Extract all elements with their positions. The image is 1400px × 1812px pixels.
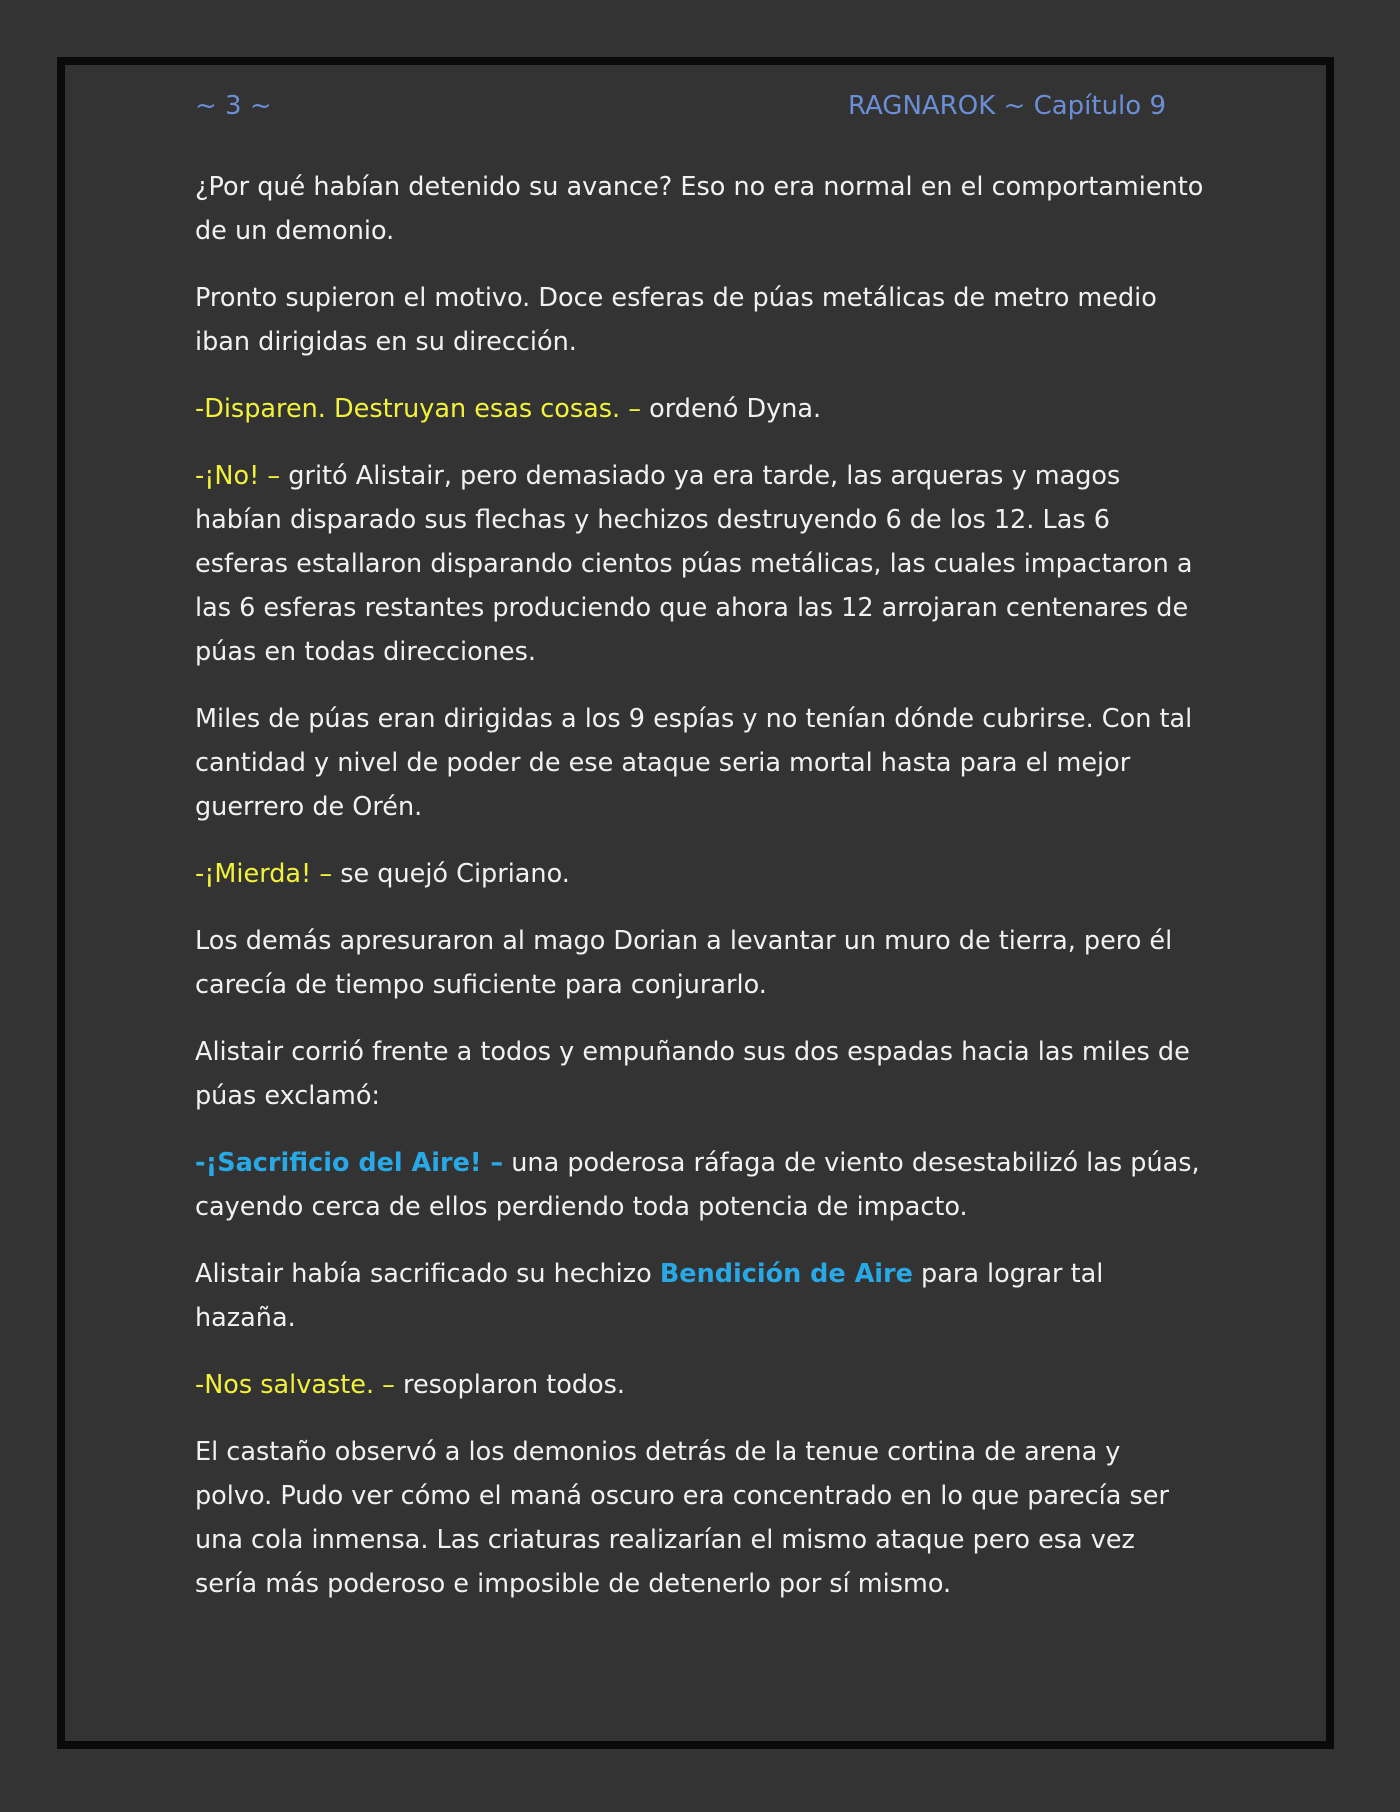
paragraph-text: Alistair había sacrificado su hechizo xyxy=(195,1259,660,1289)
dialogue-tag: resoplaron todos. xyxy=(394,1370,625,1400)
dialogue-paragraph xyxy=(195,387,1205,431)
spell-incantation: -¡Sacrificio del Aire! – xyxy=(195,1148,504,1178)
paragraph-text: Miles de púas eran dirigidas a los 9 espías y no tenían dónde cubrirse. Con tal cantidad y nivel de poder de ese ataque seria mortal hasta para el mejor guerrero de Orén. xyxy=(195,704,1193,822)
page-frame xyxy=(57,57,1334,1749)
dialogue-paragraph xyxy=(195,852,1205,896)
dialogue-speech: -Disparen. Destruyan esas cosas. – xyxy=(195,394,642,424)
paragraph xyxy=(195,919,1205,1007)
paragraph xyxy=(195,276,1205,364)
paragraph xyxy=(195,1030,1205,1118)
page-header xyxy=(195,91,1166,135)
paragraph xyxy=(195,1430,1205,1606)
paragraph-text: una poderosa ráfaga de viento desestabilizó las púas, cayendo cerca de ellos perdiendo toda potencia de impacto. xyxy=(195,1148,1200,1222)
running-title: RAGNAROK ~ Capítulo 9 xyxy=(847,91,1166,121)
dialogue-tag: ordenó Dyna. xyxy=(641,394,822,424)
dialogue-paragraph xyxy=(195,454,1205,674)
paragraph-text: El castaño observó a los demonios detrás de la tenue cortina de arena y polvo. Pudo ver cómo el maná oscuro era concentrado en lo que parecía ser una cola inmensa. Las criaturas realizarían el mismo ataque pero esa vez sería más poderoso e imposible de detenerlo por sí mismo. xyxy=(195,1437,1169,1599)
page-number: ~ 3 ~ xyxy=(195,91,272,121)
dialogue-speech: -¡Mierda! – xyxy=(195,859,333,889)
spell-paragraph xyxy=(195,1141,1205,1229)
dialogue-paragraph xyxy=(195,1363,1205,1407)
dialogue-speech: -Nos salvaste. – xyxy=(195,1370,395,1400)
dialogue-tag: se quejó Cipriano. xyxy=(332,859,570,889)
dialogue-tag: gritó Alistair, pero demasiado ya era tarde, las arqueras y magos habían disparado sus flechas y hechizos destruyendo 6 de los 12. Las 6 esferas estallaron disparando cientos púas metálicas, las cuales impactaron a las 6 esferas restantes produciendo que ahora las 12 arrojaran centenares de púas en todas direcciones. xyxy=(195,461,1193,667)
paragraph-text: Los demás apresuraron al mago Dorian a levantar un muro de tierra, pero él carecía de tiempo suficiente para conjurarlo. xyxy=(195,926,1173,1000)
paragraph-text: ¿Por qué habían detenido su avance? Eso no era normal en el comportamiento de un demonio. xyxy=(195,172,1204,246)
dialogue-speech: -¡No! – xyxy=(195,461,281,491)
page-body xyxy=(195,165,1205,1629)
spell-name: Bendición de Aire xyxy=(659,1259,913,1289)
paragraph-text: Pronto supieron el motivo. Doce esferas de púas metálicas de metro medio iban dirigidas en su dirección. xyxy=(195,283,1157,357)
paragraph-text: Alistair corrió frente a todos y empuñando sus dos espadas hacia las miles de púas exclamó: xyxy=(195,1037,1190,1111)
paragraph-text: para lograr tal hazaña. xyxy=(195,1259,1104,1333)
paragraph xyxy=(195,697,1205,829)
paragraph xyxy=(195,1252,1205,1340)
paragraph xyxy=(195,165,1205,253)
